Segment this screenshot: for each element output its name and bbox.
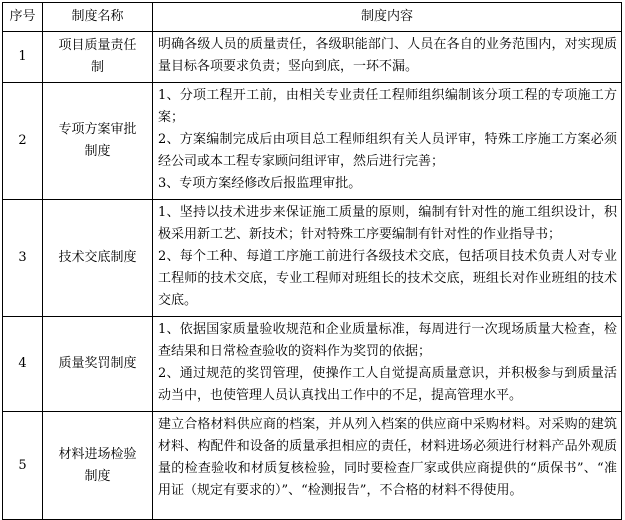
table-row [3,83,622,200]
row-name: 技术交底制度 [43,200,153,317]
content-paragraph: 2、每个工种、每道工序施工前进行各级技术交底，包括项目技术负责人对专业工程师的技术交底，专业工程师对班组长的技术交底，班组长对作业班组的技术交底。 [158,249,617,308]
header-number: 序号 [3,3,43,32]
content-paragraph: 1、坚持以技术进步来保证施工质量的原则，编制有针对性的施工组织设计，积极采用新工艺、新技术；针对特殊工序要编制有针对性的作业指导书； [158,205,617,242]
content-paragraph: 3、专项方案经修改后报监理审批。 [158,176,362,191]
row-content [153,200,622,317]
content-paragraph: 建立合格材料供应商的档案，并从列入档案的供应商中采购材料。对采购的建筑材料、构配件和设备的质量承担相应的责任，材料进场必须进行材料产品外观质量的检查验收和材质复核检验，同时要检查厂家或供应商提供的“质保书”、“准用证（规定有要求的）”、“检测报告”，不合格的材料不得使用。 [158,417,617,498]
row-name: 专项方案审批制度 [43,83,153,200]
header-name: 制度名称 [43,3,153,32]
row-content [153,83,622,200]
row-name: 材料进场检验制度 [43,412,153,520]
content-paragraph: 1、分项工程开工前，由相关专业责任工程师组织编制该分项工程的专项施工方案； [158,88,617,125]
table-row [3,200,622,317]
header-row [3,3,622,32]
row-content [153,317,622,412]
row-number: 4 [3,317,43,412]
row-content [153,412,622,520]
table-row [3,412,622,520]
header-content: 制度内容 [153,3,622,32]
row-number: 3 [3,200,43,317]
content-paragraph: 2、方案编制完成后由项目总工程师组织有关人员评审，特殊工序施工方案必须经公司或本工程专家顾问组评审，然后进行完善； [158,132,617,169]
table-row [3,317,622,412]
row-number: 1 [3,32,43,83]
table-row [3,32,622,83]
row-name: 项目质量责任制 [43,32,153,83]
content-paragraph: 明确各级人员的质量责任，各级职能部门、人员在各自的业务范围内，对实现质量目标各项要求负责；竖向到底，一环不漏。 [158,37,617,74]
content-paragraph: 1、依据国家质量验收规范和企业质量标准，每周进行一次现场质量大检查，检查结果和日常检查验收的资料作为奖罚的依据； [158,322,617,359]
row-number: 2 [3,83,43,200]
row-number: 5 [3,412,43,520]
row-name: 质量奖罚制度 [43,317,153,412]
content-paragraph: 2、通过规范的奖罚管理，使操作工人自觉提高质量意识，并积极参与到质量活动当中，也使管理人员认真找出工作中的不足，提高管理水平。 [158,366,617,403]
management-system-table [2,2,622,520]
row-content [153,32,622,83]
